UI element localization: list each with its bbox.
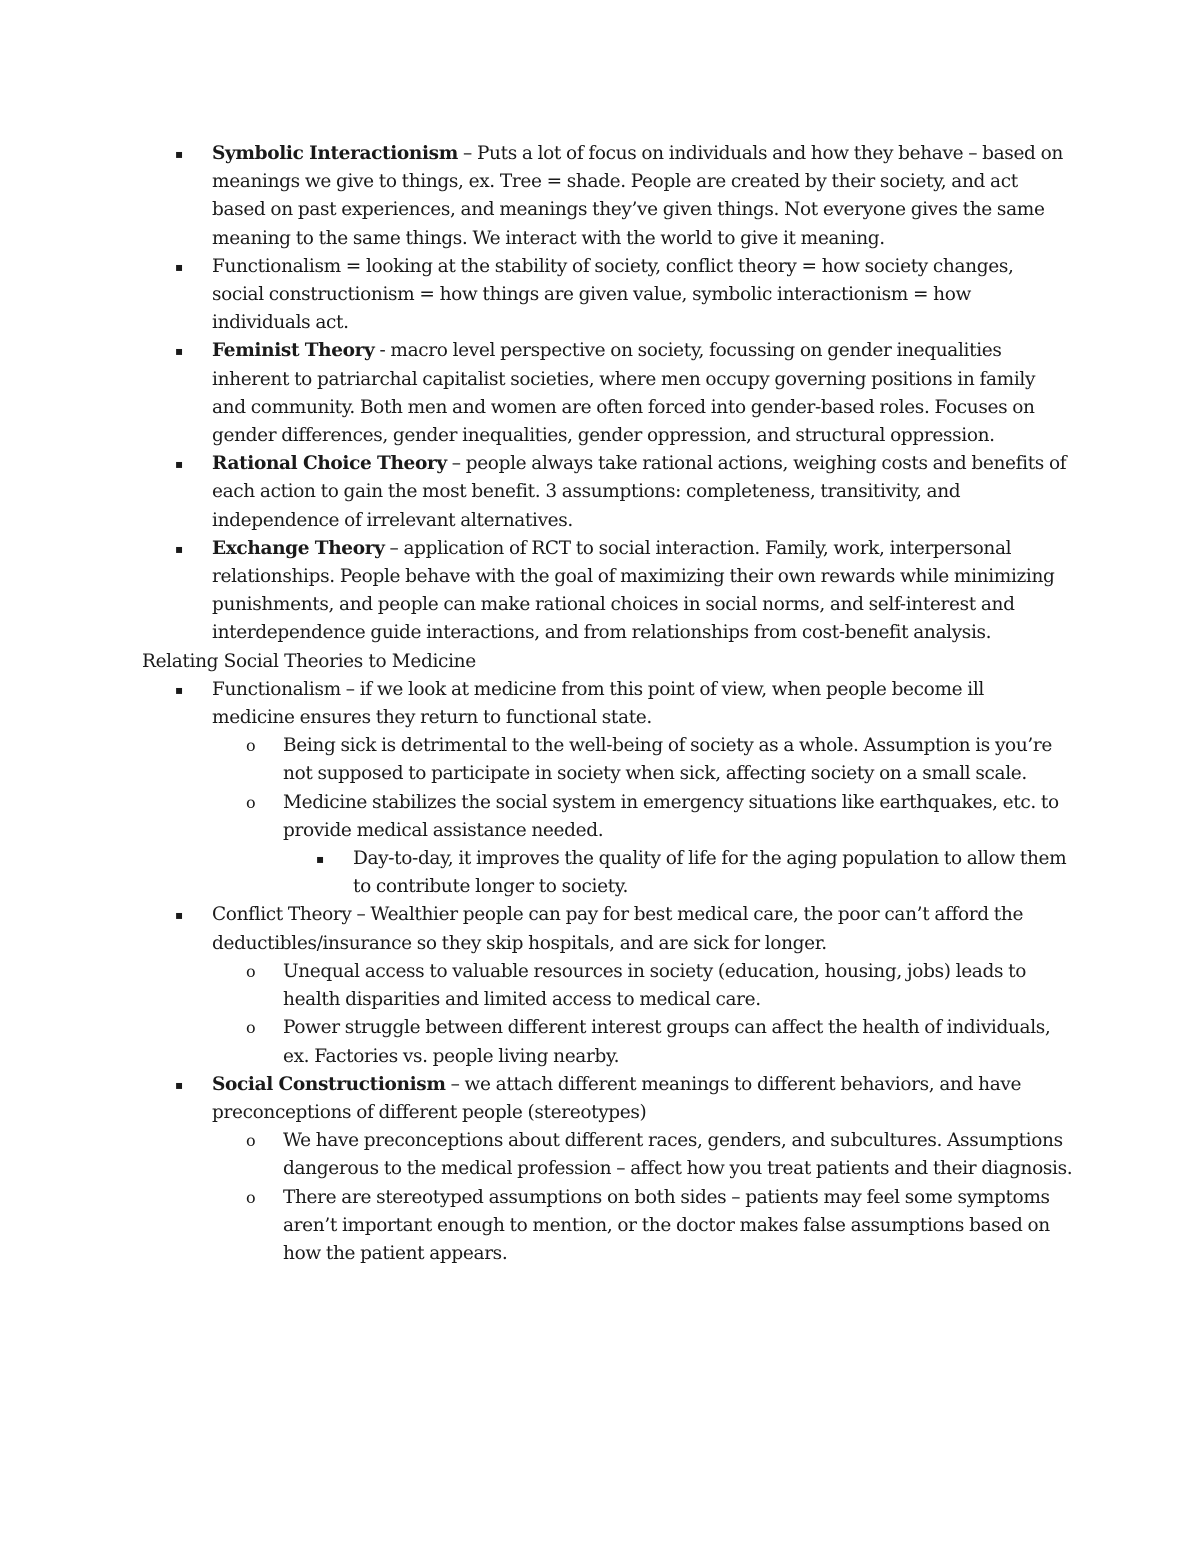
list-item-functionalism-summary xyxy=(0,253,1068,338)
list-item-feminist-theory xyxy=(0,337,1068,450)
square-bullet-icon: ▪ xyxy=(175,344,183,359)
list-item-medicine-functionalism xyxy=(0,676,1068,732)
sub-item-power-struggle xyxy=(0,1014,1073,1070)
square-bullet-icon: ▪ xyxy=(175,682,183,697)
item-text: – we attach different meanings to different behaviors, and have preconceptions of different people (stereotypes) xyxy=(212,1073,1022,1123)
item-text: Day-to-day, it improves the quality of life for the aging population to allow them to contribute longer to society. xyxy=(353,848,1067,898)
document-page xyxy=(0,140,1200,1268)
term-label: Feminist Theory xyxy=(212,340,375,362)
item-text: Conflict Theory – Wealthier people can pay for best medical care, the poor can’t afford the deductibles/insurance so they skip hospitals, and are sick for longer. xyxy=(212,904,1024,954)
term-label: Social Constructionism xyxy=(212,1073,446,1095)
sub-item-unequal-access xyxy=(0,958,1073,1014)
square-bullet-icon: ▪ xyxy=(175,541,183,556)
list-item-symbolic-interactionism xyxy=(0,140,1068,253)
item-text: Unequal access to valuable resources in society (education, housing, jobs) leads to health disparities and limited access to medical care. xyxy=(283,960,1027,1011)
item-text: - macro level perspective on society, focussing on gender inequalities inherent to patriarchal capitalist societies, where men occupy governing positions in family and community. Both men and women are often forced into gender-based roles. Focuses on gender differences, gender inequalities, gender oppression, and structural oppression. xyxy=(212,340,1036,447)
square-bullet-icon: ▪ xyxy=(175,1077,183,1092)
term-label: Rational Choice Theory xyxy=(212,453,447,475)
term-label: Symbolic Interactionism xyxy=(212,143,458,164)
list-item-exchange-theory xyxy=(0,535,1068,648)
list-item-medicine-social-constructionism xyxy=(0,1071,1068,1127)
item-text: Functionalism – if we look at medicine from this point of view, when people become ill medicine ensures they return to functional state. xyxy=(212,678,984,729)
square-bullet-icon: ▪ xyxy=(175,908,183,923)
sub-item-stereotyped-assumptions xyxy=(0,1184,1073,1269)
circle-bullet-icon: o xyxy=(246,961,256,981)
list-item-medicine-conflict-theory xyxy=(0,901,1068,957)
item-text: Functionalism = looking at the stability of society, conflict theory = how society changes, social constructionism = how things are given value, symbolic interactionism = how individuals act. xyxy=(212,255,1014,334)
item-text: There are stereotyped assumptions on both sides – patients may feel some symptoms aren’t important enough to mention, or the doctor makes false assumptions based on how the patient appears. xyxy=(283,1186,1050,1264)
circle-bullet-icon: o xyxy=(246,736,256,756)
circle-bullet-icon: o xyxy=(246,1187,256,1207)
item-text: We have preconceptions about different races, genders, and subcultures. Assumptions dangerous to the medical profession – affect how you treat patients and their diagnosis. xyxy=(283,1130,1073,1180)
circle-bullet-icon: o xyxy=(246,1018,256,1038)
sub-item-sickness-detrimental xyxy=(0,732,1073,788)
list-item-rational-choice-theory xyxy=(0,450,1068,535)
item-text: – people always take rational actions, weighing costs and benefits of each action to gain the most benefit. 3 assumptions: completeness, transitivity, and independence of irrelevant alternatives. xyxy=(212,453,1067,531)
item-text: Power struggle between different interest groups can affect the health of individuals, ex. Factories vs. people living nearby. xyxy=(283,1017,1051,1067)
sub-sub-item-day-to-day xyxy=(0,845,1073,901)
square-bullet-icon: ▪ xyxy=(175,147,183,161)
item-text: – application of RCT to social interaction. Family, work, interpersonal relationships. People behave with the goal of maximizing their own rewards while minimizing punishments, and people can make rational choices in social norms, and self-interest and interdependence guide interactions, and from relationships from cost-benefit analysis. xyxy=(212,537,1055,644)
circle-bullet-icon: o xyxy=(246,1131,256,1151)
item-text: Being sick is detrimental to the well-being of society as a whole. Assumption is you’re not supposed to participate in society when sick, affecting society on a small scale. xyxy=(283,735,1053,785)
circle-bullet-icon: o xyxy=(246,792,256,812)
square-bullet-icon: ▪ xyxy=(175,457,183,472)
square-bullet-icon: ▪ xyxy=(316,852,324,867)
square-bullet-icon: ▪ xyxy=(175,259,183,274)
section-heading: Relating Social Theories to Medicine xyxy=(142,650,476,672)
sub-item-preconceptions xyxy=(0,1127,1073,1183)
term-label: Exchange Theory xyxy=(212,537,385,559)
sub-item-medicine-stabilizes xyxy=(0,789,1073,845)
item-text: Medicine stabilizes the social system in emergency situations like earthquakes, etc. to provide medical assistance needed. xyxy=(283,791,1059,841)
item-text: – Puts a lot of focus on individuals and how they behave – based on meanings we give to things, ex. Tree = shade. People are created by their society, and act based on past experiences, and meanings they’ve given things. Not everyone gives the same meaning to the same things. We interact with the world to give it meaning. xyxy=(212,143,1063,249)
